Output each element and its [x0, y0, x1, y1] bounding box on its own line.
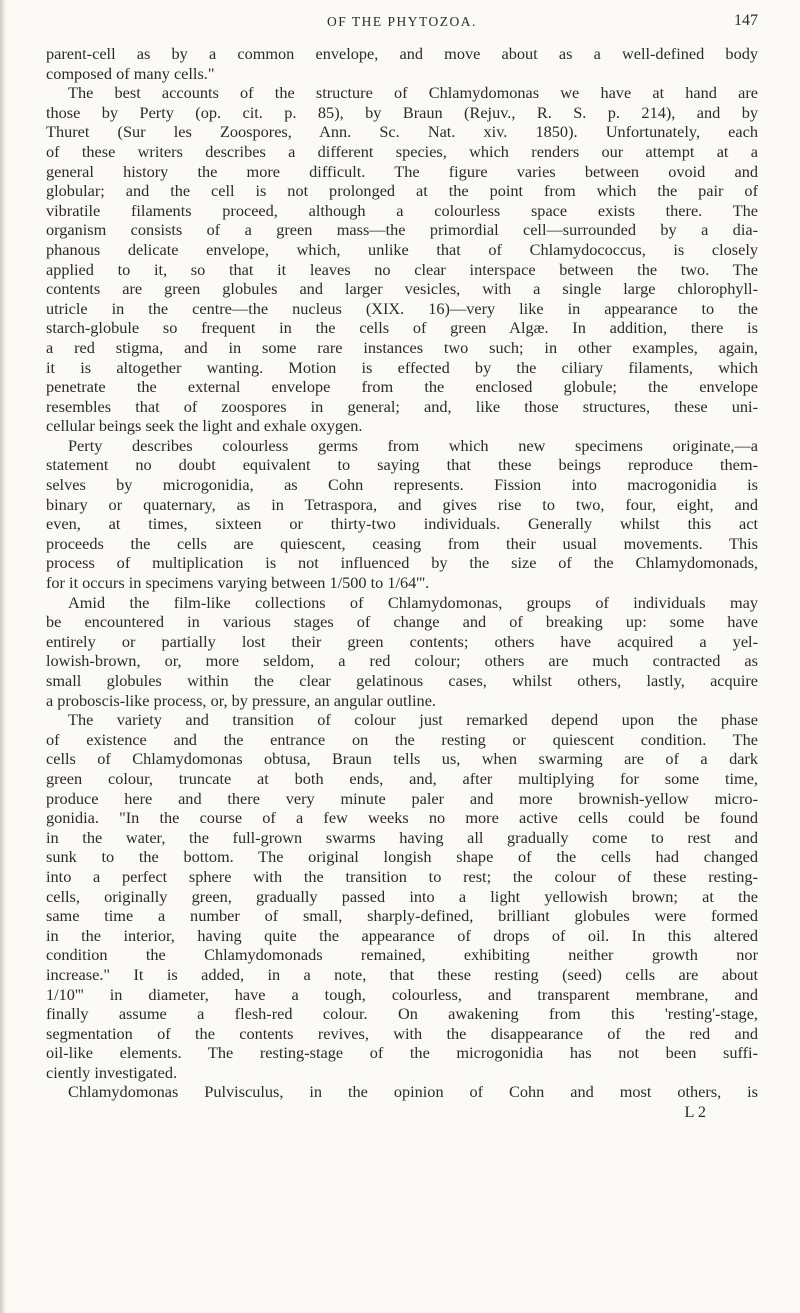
- text-line: resembles that of zoospores in general; and, like those structures, these uni-: [46, 396, 758, 416]
- text-line: vibratile filaments proceed, although a colourless space exists there. The: [46, 200, 758, 220]
- text-line: into a perfect sphere with the transition to rest; the colour of these resting-: [46, 866, 758, 886]
- text-line: segmentation of the contents revives, with the disappearance of the red and: [46, 1023, 758, 1043]
- text-line: a red stigma, and in some rare instances two such; in other examples, again,: [46, 337, 758, 357]
- text-line: small globules within the clear gelatinous cases, whilst others, lastly, acquire: [46, 671, 758, 690]
- text-line: produce here and there very minute paler and more brownish-yellow micro-: [46, 788, 758, 808]
- text-line: oil-like elements. The resting-stage of the microgonidia has not been suffi-: [46, 1043, 758, 1063]
- text-line: parent-cell as by a common envelope, and move about as a well-defined body: [46, 44, 758, 63]
- text-line: of existence and the entrance on the resting or quiescent condition. The: [46, 729, 758, 749]
- text-line: a proboscis-like process, or, by pressure, an angular outline.: [46, 690, 436, 710]
- text-line: it is altogether wanting. Motion is effected by the ciliary filaments, which: [46, 357, 758, 377]
- text-line: globular; and the cell is not prolonged at the point from which the pair of: [46, 181, 758, 201]
- text-line: Amid the film-like collections of Chlamydomonas, groups of individuals may: [68, 592, 758, 612]
- text-line: phanous delicate envelope, which, unlike that of Chlamydococcus, is closely: [46, 239, 758, 259]
- body-text: [46, 44, 758, 1122]
- text-line: gonidia. "In the course of a few weeks no more active cells could be found: [46, 808, 758, 828]
- text-line: Thuret (Sur les Zoospores, Ann. Sc. Nat. xiv. 1850). Unfortunately, each: [46, 122, 758, 142]
- text-line: The best accounts of the structure of Chlamydomonas we have at hand are: [68, 83, 758, 103]
- text-line: process of multiplication is not influenced by the size of the Chlamydomonads,: [46, 553, 758, 573]
- text-line: lowish-brown, or, more seldom, a red colour; others are much contracted as: [46, 651, 758, 671]
- text-line: utricle in the centre—the nucleus (XIX. 16)—very like in appearance to the: [46, 298, 758, 318]
- text-line: cellular beings seek the light and exhale oxygen.: [46, 416, 363, 436]
- text-line: sunk to the bottom. The original longish shape of the cells had changed: [46, 847, 758, 867]
- text-line: entirely or partially lost their green contents; others have acquired a yel-: [46, 631, 758, 651]
- text-line: in the interior, having quite the appearance of drops of oil. In this altered: [46, 925, 758, 945]
- text-line: binary or quaternary, as in Tetraspora, and gives rise to two, four, eight, and: [46, 494, 758, 514]
- text-line: even, at times, sixteen or thirty-two individuals. Generally whilst this act: [46, 514, 758, 534]
- text-line: cells of Chlamydomonas obtusa, Braun tells us, when swarming are of a dark: [46, 749, 758, 769]
- text-line: those by Perty (op. cit. p. 85), by Braun (Rejuv., R. S. p. 214), and by: [46, 102, 758, 122]
- text-line: of these writers describes a different species, which renders our attempt at a: [46, 141, 758, 161]
- text-line: statement no doubt equivalent to saying that these beings reproduce them-: [46, 455, 758, 475]
- text-line: for it occurs in specimens varying between 1/500 to 1/64'''.: [46, 573, 430, 593]
- text-line: applied to it, so that it leaves no clear interspace between the two. The: [46, 259, 758, 279]
- text-line: proceeds the cells are quiescent, ceasing from their usual movements. This: [46, 533, 758, 553]
- running-head: OF THE PHYTOZOA.: [327, 14, 477, 29]
- text-line: starch-globule so frequent in the cells of green Algæ. In addition, there is: [46, 318, 758, 338]
- text-line: same time a number of small, sharply-defined, brilliant globules were formed: [46, 906, 758, 926]
- text-line: Chlamydomonas Pulvisculus, in the opinion of Cohn and most others, is: [68, 1082, 758, 1102]
- text-line: The variety and transition of colour just remarked depend upon the phase: [68, 710, 758, 730]
- text-line: composed of many cells.": [46, 63, 215, 83]
- page-number: 147: [734, 12, 758, 29]
- text-line: be encountered in various stages of change and of breaking up: some have: [46, 612, 758, 632]
- text-line: ciently investigated.: [46, 1062, 178, 1082]
- text-line: cells, originally green, gradually passed into a light yellowish brown; at the: [46, 886, 758, 906]
- text-line: 1/10''' in diameter, have a tough, colourless, and transparent membrane, and: [46, 984, 758, 1004]
- signature-mark: L 2: [684, 1102, 706, 1122]
- text-line: Perty describes colourless germs from which new specimens originate,—a: [68, 435, 758, 455]
- text-line: penetrate the external envelope from the enclosed globule; the envelope: [46, 377, 758, 397]
- text-line: finally assume a flesh-red colour. On awakening from this 'resting'-stage,: [46, 1004, 758, 1024]
- text-line: general history the more difficult. The figure varies between ovoid and: [46, 161, 758, 181]
- text-line: condition the Chlamydomonads remained, exhibiting neither growth nor: [46, 945, 758, 965]
- text-line: selves by microgonidia, as Cohn represents. Fission into macrogonidia is: [46, 475, 758, 495]
- text-line: green colour, truncate at both ends, and, after multiplying for some time,: [46, 768, 758, 788]
- text-line: in the water, the full-grown swarms having all gradually come to rest and: [46, 827, 758, 847]
- text-line: organism consists of a green mass—the primordial cell—surrounded by a dia-: [46, 220, 758, 240]
- page-header: [46, 10, 758, 34]
- text-line: contents are green globules and larger vesicles, with a single large chlorophyll-: [46, 279, 758, 299]
- page-spine-shadow: [0, 0, 6, 1313]
- text-line: increase." It is added, in a note, that these resting (seed) cells are about: [46, 964, 758, 984]
